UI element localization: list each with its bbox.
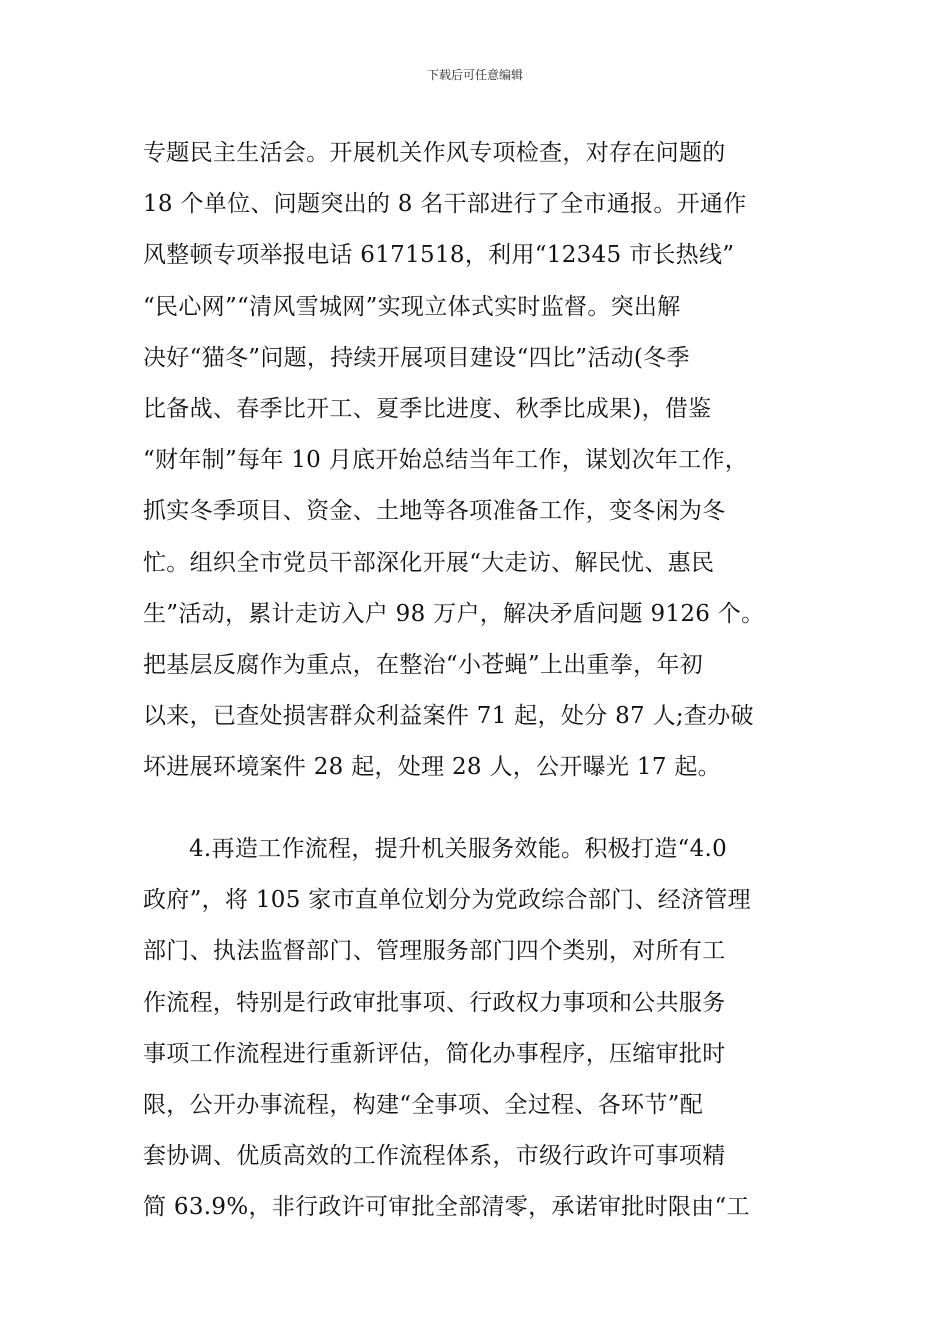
text-line: 生”活动，累计走访入户 98 万户，解决矛盾问题 9126 个。	[143, 600, 765, 627]
text-line: 专题民主生活会。开展机关作风专项检查，对存在问题的	[143, 140, 726, 166]
text-line: “民心网”“清风雪城网”实现立体式实时监督。突出解	[143, 293, 681, 320]
text-line: 以来，已查处损害群众利益案件 71 起，处分 87 人;查办破	[143, 703, 754, 730]
text-line: 政府”，将 105 家市直单位划分为党政综合部门、经济管理	[143, 887, 751, 914]
text-line: 把基层反腐作为重点，在整治“小苍蝇”上出重拳，年初	[143, 651, 704, 678]
text-line: 18 个单位、问题突出的 8 名干部进行了全市通报。开通作	[143, 191, 747, 218]
text-line: 坏进展环境案件 28 起，处理 28 人，公开曝光 17 起。	[143, 754, 721, 781]
text-line: 风整顿专项举报电话 6171518，利用“12345 市长热线”	[143, 242, 735, 269]
text-line: 忙。组织全市党员干部深化开展“大走访、解民忧、惠民	[143, 549, 715, 576]
page-header: 下载后可任意编辑	[426, 68, 523, 82]
paragraph-1	[143, 128, 833, 793]
paragraph-2	[143, 824, 833, 1234]
text-line: 决好“猫冬”问题，持续开展项目建设“四比”活动(冬季	[143, 344, 690, 371]
text-line: 抓实冬季项目、资金、土地等各项准备工作，变冬闲为冬	[143, 498, 726, 525]
text-line: “财年制”每年 10 月底开始总结当年工作，谋划次年工作，	[143, 447, 749, 474]
text-line: 简 63.9%，非行政许可审批全部清零，承诺审批时限由“工	[143, 1194, 750, 1221]
text-line: 套协调、优质高效的工作流程体系，市级行政许可事项精	[143, 1143, 726, 1170]
text-line: 限，公开办事流程，构建“全事项、全过程、各环节”配	[143, 1091, 704, 1118]
text-line: 作流程，特别是行政审批事项、行政权力事项和公共服务	[143, 989, 726, 1016]
text-line: 比备战、春季比开工、夏季比进度、秋季比成果)，借鉴	[143, 395, 712, 422]
text-line-first: 4.再造工作流程，提升机关服务效能。积极打造“4.0	[189, 836, 728, 862]
text-line: 事项工作流程进行重新评估，简化办事程序，压缩审批时	[143, 1040, 726, 1067]
text-line: 部门、执法监督部门、管理服务部门四个类别，对所有工	[143, 938, 726, 965]
